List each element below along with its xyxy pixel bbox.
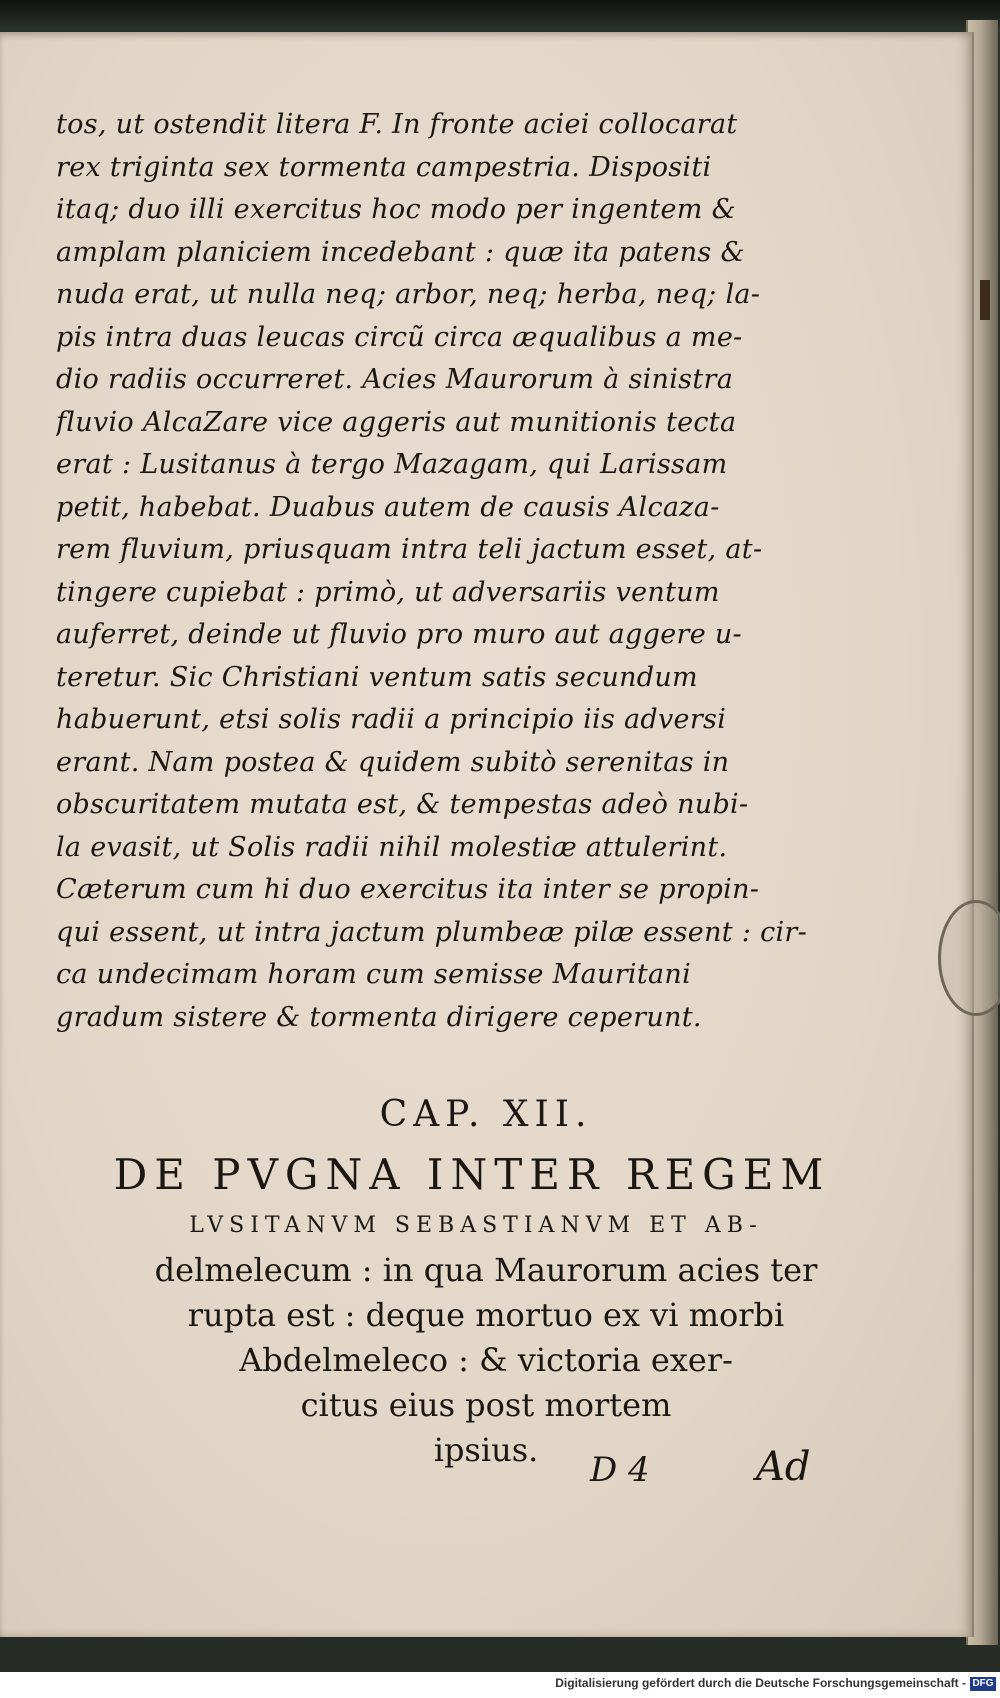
text-line: gradum sistere & tormenta dirigere ceperunt. xyxy=(56,1001,702,1033)
body-text xyxy=(56,104,846,1039)
digitization-footer xyxy=(0,1672,1000,1698)
chapter-heading-continuation xyxy=(0,1248,972,1473)
chapter-heading-main: DE PVGNA INTER REGEM xyxy=(113,1150,831,1199)
book-page xyxy=(0,32,974,1637)
text-line: petit, habebat. Duabus autem de causis Alcaza- xyxy=(56,491,720,523)
text-line: dio radiis occurreret. Acies Maurorum à sinistra xyxy=(56,364,734,395)
heading-line: Abdelmeleco : & victoria exer- xyxy=(239,1341,733,1379)
text-line: la evasit, ut Solis radii nihil molestiæ attulerint. xyxy=(56,831,728,863)
catchword: Ad xyxy=(756,1444,811,1490)
text-line: amplam planiciem incedebant : quæ ita patens & xyxy=(56,236,745,268)
text-line: obscuritatem mutata est, & tempestas adeò nubi- xyxy=(56,789,749,820)
chapter-number: CAP. XII. xyxy=(379,1094,593,1135)
heading-line: ipsius. xyxy=(433,1431,539,1469)
text-line: itaq; duo illi exercitus hoc modo per ingentem & xyxy=(56,194,736,225)
text-line: rem fluvium, priusquam intra teli jactum esset, at- xyxy=(56,534,763,565)
bookmark-ribbon xyxy=(980,280,990,320)
text-line: qui essent, ut intra jactum plumbeæ pilæ essent : cir- xyxy=(56,916,808,948)
text-line: fluvio AlcaZare vice aggeris aut munitionis tecta xyxy=(56,406,737,438)
heading-line: citus eius post mortem xyxy=(300,1386,672,1424)
text-line: erat : Lusitanus à tergo Mazagam, qui Larissam xyxy=(56,449,728,480)
footer-credit: Digitalisierung gefördert durch die Deutsche Forschungsgemeinschaft - xyxy=(555,1676,966,1690)
signature-mark: D 4 xyxy=(590,1450,650,1490)
text-line: auferret, deinde ut fluvio pro muro aut aggere u- xyxy=(56,619,742,650)
heading-line: delmelecum : in qua Maurorum acies ter xyxy=(154,1251,818,1289)
text-line: Cæterum cum hi duo exercitus ita inter se propin- xyxy=(56,874,760,905)
chapter-heading-sub: LVSITANVM SEBASTIANVM ET AB- xyxy=(189,1213,763,1238)
text-line: tingere cupiebat : primò, ut adversariis ventum xyxy=(56,576,720,608)
text-line: erant. Nam postea & quidem subitò serenitas in xyxy=(56,746,730,778)
heading-line: rupta est : deque mortuo ex vi morbi xyxy=(187,1296,785,1334)
dfg-logo: DFG xyxy=(970,1677,996,1691)
text-line: pis intra duas leucas circũ circa æqualibus a me- xyxy=(56,321,743,353)
text-line: ca undecimam horam cum semisse Mauritani xyxy=(56,959,692,990)
text-line: nuda erat, ut nulla neq; arbor, neq; herba, neq; la- xyxy=(56,279,761,310)
text-line: rex triginta sex tormenta campestria. Dispositi xyxy=(56,151,712,183)
text-line: tos, ut ostendit litera F. In fronte aciei collocarat xyxy=(56,109,738,140)
text-line: teretur. Sic Christiani ventum satis secundum xyxy=(56,661,698,693)
text-line: habuerunt, etsi solis radii a principio iis adversi xyxy=(56,704,727,735)
